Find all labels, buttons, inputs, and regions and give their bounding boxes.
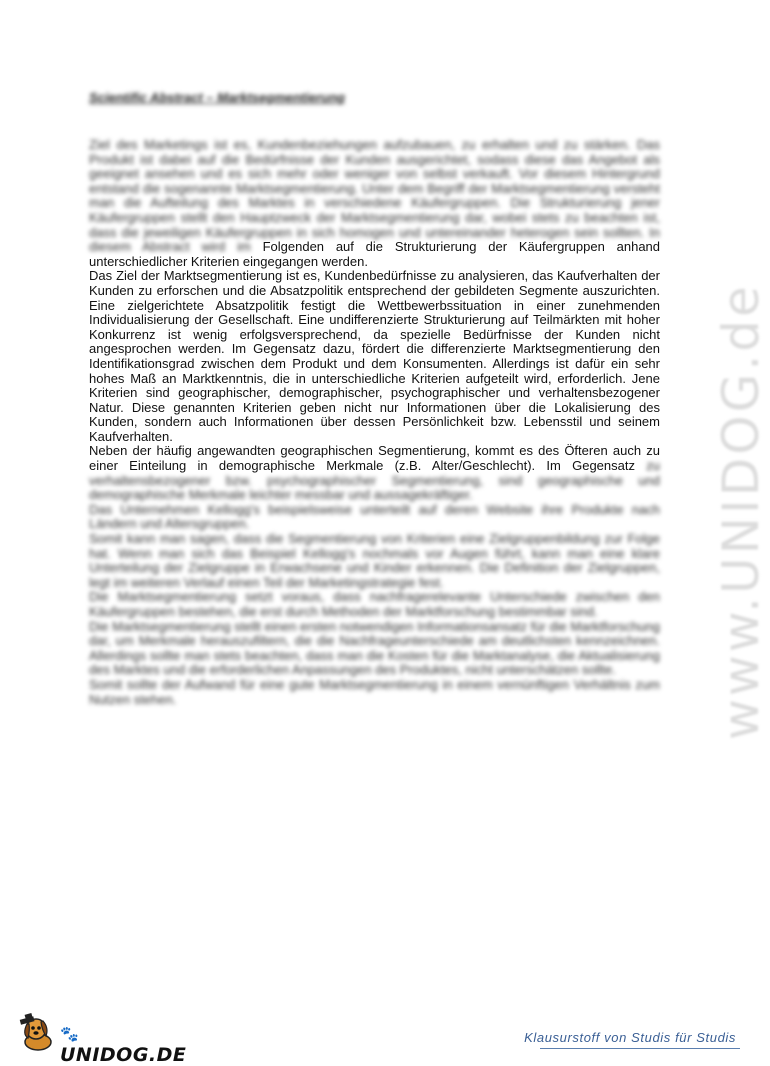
footer-divider — [540, 1048, 740, 1049]
visible-text: Folgenden auf die Strukturierung der Käufergruppen anhand unterschiedlicher Kriterien eingegangen werden. — [89, 239, 661, 269]
paragraph-1 — [89, 138, 660, 269]
blurred-text: Ziel des Marketings ist es, Kundenbeziehungen aufzubauen, zu erhalten und zu stärken. Das Produkt ist dabei auf die Bedürfnisse der Kunden ausgerichtet, sodass diese das Angebot als geeignet ansehen und es sich mehr oder weniger von selbst verkauft. Vor diesem Hintergrund entstand die sogenannte Marktsegmentierung. Unter dem Begriff der Marktsegmentierung versteht man die Aufteilung des Marktes in verschiedene Käufergruppen. Die Strukturierung jener Käufergruppen stellt den Hauptzweck der Marktsegmentierung dar, wobei stets zu beachten ist, dass die jeweiligen Käufergruppen in sich homogen und untereinander heterogen sein sollten. In diesem Abstract wird im — [89, 137, 660, 255]
document-title: Scientific Abstract – Marktsegmentierung — [89, 90, 345, 105]
paragraph-5: Somit kann man sagen, dass die Segmentierung von Kriterien eine Zielgruppenbildung zur Folge hat. Wenn man sich das Beispiel Kellogg's nochmals vor Augen führt, kann man eine klare Unterteilung der Zielgruppe in Erwachsene und Kinder erkennen. Die Definition der Zielgruppen, legt im weiteren Verlauf einen Teil der Marketingstrategie fest. — [89, 531, 660, 590]
paragraph-8: Somit sollte der Aufwand für eine gute Marktsegmentierung in einem vernünftigen Verhältnis zum Nutzen stehen. — [89, 676, 660, 707]
logo-wordmark — [60, 1022, 186, 1066]
footer-tagline: Klausurstoff von Studis für Studis — [524, 1030, 736, 1045]
paragraph-2 — [89, 269, 660, 444]
paragraph-7: Die Marktsegmentierung stellt einen ersten notwendigen Informationsansatz für die Marktforschung dar, um Merkmale herauszufiltern, die die Nachfrageunterschiede am deutlichsten kennzeichnen. Allerdings sollte man stets beachten, dass man die Kosten für die Marktanalyse, die Aktualisierung des Marktes und die erforderlichen Anpassungen des Produktes, nicht unterschätzen sollte. — [89, 618, 660, 678]
document-body — [89, 138, 660, 707]
visible-text: Das Ziel der Marktsegmentierung ist es, Kundenbedürfnisse zu analysieren, das Kaufverhalten der Kunden zu erforschen und die Absatzpolitik entsprechend der gebildeten Segmente auszurichten. Eine zielgerichtete Absatzpolitik festigt die Wettbewerbssituation in einer zunehmenden Individualisierung der Gesellschaft. Eine undifferenzierte Strukturierung auf Teilmärkten mit hoher Konkurrenz ist wenig erfolgsversprechend, da spezielle Bedürfnisse der Kunden nicht angesprochen werden. Im Gegensatz dazu, fördert die differenzierte Marktsegmentierung den Identifikationsgrad zwischen dem Produkt und dem Konsumenten. Allerdings ist dafür ein sehr hohes Maß an Marktkenntnis, die in unterschiedliche Kriterien aufgeteilt wird, erforderlich. Jene Kriterien sind geographischer, demographischer, psychographischer und verhaltensbezogener Natur. Diese genannten Kriterien geben nicht nur Informationen über die Lokalisierung des Kunden, sondern auch Informationen über dessen Persönlichkeit bzw. Lebensstil und seinem Kaufverhalten. — [89, 268, 660, 444]
visible-text: Neben der häufig angewandten geographischen Segmentierung, kommt es des Öfteren auch zu einer Einteilung in demographische Merkmale (z.B. Alter/Geschlecht). Im Gegensatz — [89, 443, 660, 474]
paragraph-4: Das Unternehmen Kellogg's beispielsweise unterteilt auf deren Website ihre Produkte nach Ländern und Altersgruppen. — [89, 501, 660, 532]
logo-label: UNIDOG.DE — [60, 1044, 187, 1066]
paragraph-6: Die Marktsegmentierung setzt voraus, dass nachfragerelevante Unterschiede zwischen den Käufergruppen bestehen, die erst durch Methoden der Marktforschung bestimmbar sind. — [89, 589, 660, 619]
dog-mascot-icon — [16, 1012, 60, 1052]
paw-icon: 🐾 — [60, 1025, 80, 1043]
blurred-text: zu verhaltensbezogener bzw. psychographischer Segmentierung, sind geographische und demographische Merkmale leichter messbar und aussagekräftiger. — [89, 458, 660, 503]
watermark-text: www.UNIDOG.de — [712, 283, 770, 740]
paragraph-3 — [89, 444, 660, 502]
unidog-logo[interactable] — [16, 1012, 187, 1066]
